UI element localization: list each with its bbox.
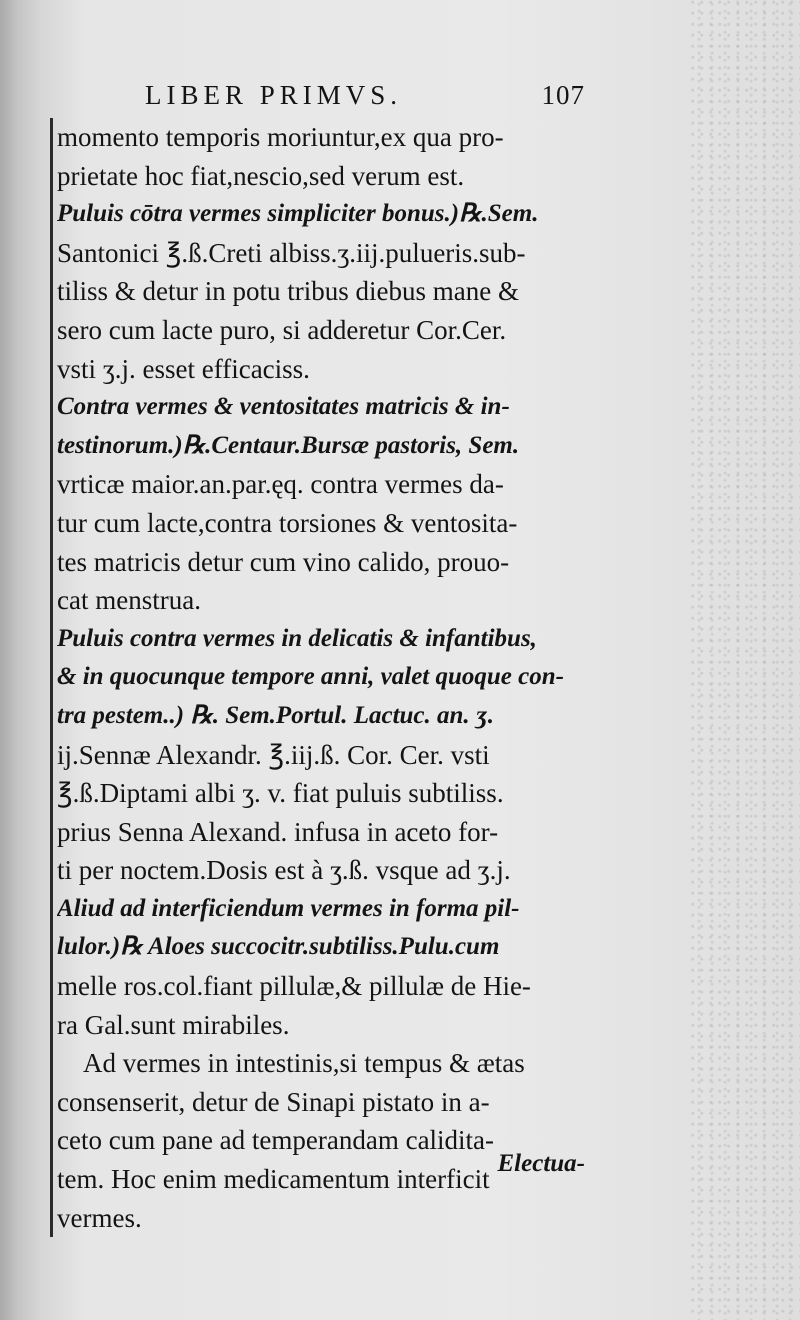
text-line: prius Senna Alexand. infusa in aceto for- bbox=[57, 816, 499, 847]
text-line: cat menstrua. bbox=[57, 585, 201, 616]
page-edge-texture bbox=[690, 0, 800, 1320]
page-number: 107 bbox=[541, 80, 585, 110]
recipe-heading-line: tra pestem..) ℞. Sem.Portul. Lactuc. an. ʒ. bbox=[57, 701, 494, 729]
text-line: ceto cum pane ad temperandam calidita- bbox=[57, 1125, 495, 1156]
text-line: consenserit, detur de Sinapi pistato in a- bbox=[57, 1086, 490, 1117]
text-line: tiliss & detur in potu tribus diebus mane & bbox=[57, 276, 519, 307]
binding-gutter bbox=[0, 0, 44, 1320]
text-line: prietate hoc fiat,nescio,sed verum est. bbox=[57, 160, 465, 191]
recipe-heading-line: testinorum.)℞.Centaur.Bursæ pastoris, Sem. bbox=[57, 431, 520, 459]
text-line: momento temporis moriuntur,ex qua pro- bbox=[57, 122, 504, 152]
recipe-heading-line: Contra vermes & ventositates matricis & in- bbox=[57, 393, 510, 421]
running-head-title: LIBER PRIMVS. bbox=[145, 80, 403, 110]
recipe-heading-line: Puluis cōtra vermes simpliciter bonus.)℞.Sem. bbox=[57, 200, 539, 228]
recipe-heading-line: Puluis contra vermes in delicatis & infantibus, bbox=[57, 624, 537, 652]
text-line: vrticæ maior.an.par.ęq. contra vermes da- bbox=[57, 469, 504, 500]
text-line: vsti ʒ.j. esset efficaciss. bbox=[57, 353, 310, 384]
catchword: Electua- bbox=[497, 1150, 585, 1177]
recipe-heading-line: Aliud ad interficiendum vermes in forma pil- bbox=[57, 894, 520, 922]
text-line: ti per noctem.Dosis est à ʒ.ß. vsque ad ʒ.j. bbox=[57, 855, 511, 886]
text-line: vermes. bbox=[57, 1202, 142, 1233]
text-line: sero cum lacte puro, si adderetur Cor.Cer. bbox=[57, 314, 507, 345]
paragraph-start-line: Ad vermes in intestinis,si tempus & ætas bbox=[83, 1048, 525, 1079]
text-line: Santonici ℥.ß.Creti albiss.ʒ.iij.pulueris.sub- bbox=[57, 237, 526, 268]
recipe-heading-line: lulor.)℞ Aloes succocitr.subtiliss.Pulu.cum bbox=[57, 933, 500, 961]
text-line: tem. Hoc enim medicamentum interficit bbox=[57, 1164, 490, 1195]
text-line: ℥.ß.Diptami albi ʒ. v. fiat puluis subtiliss. bbox=[57, 778, 504, 809]
text-line: melle ros.col.fiant pillulæ,& pillulæ de Hie- bbox=[57, 971, 531, 1002]
text-line: tur cum lacte,contra torsiones & ventosita- bbox=[57, 507, 518, 538]
text-line: ra Gal.sunt mirabiles. bbox=[57, 1009, 290, 1040]
running-head bbox=[145, 80, 585, 116]
text-line: tes matricis detur cum vino calido, prouo- bbox=[57, 546, 510, 577]
recipe-heading-line: & in quocunque tempore anni, valet quoque con- bbox=[57, 663, 564, 691]
text-block bbox=[50, 118, 587, 1237]
text-line: ij.Sennæ Alexandr. ℥.iij.ß. Cor. Cer. vsti bbox=[57, 739, 490, 770]
